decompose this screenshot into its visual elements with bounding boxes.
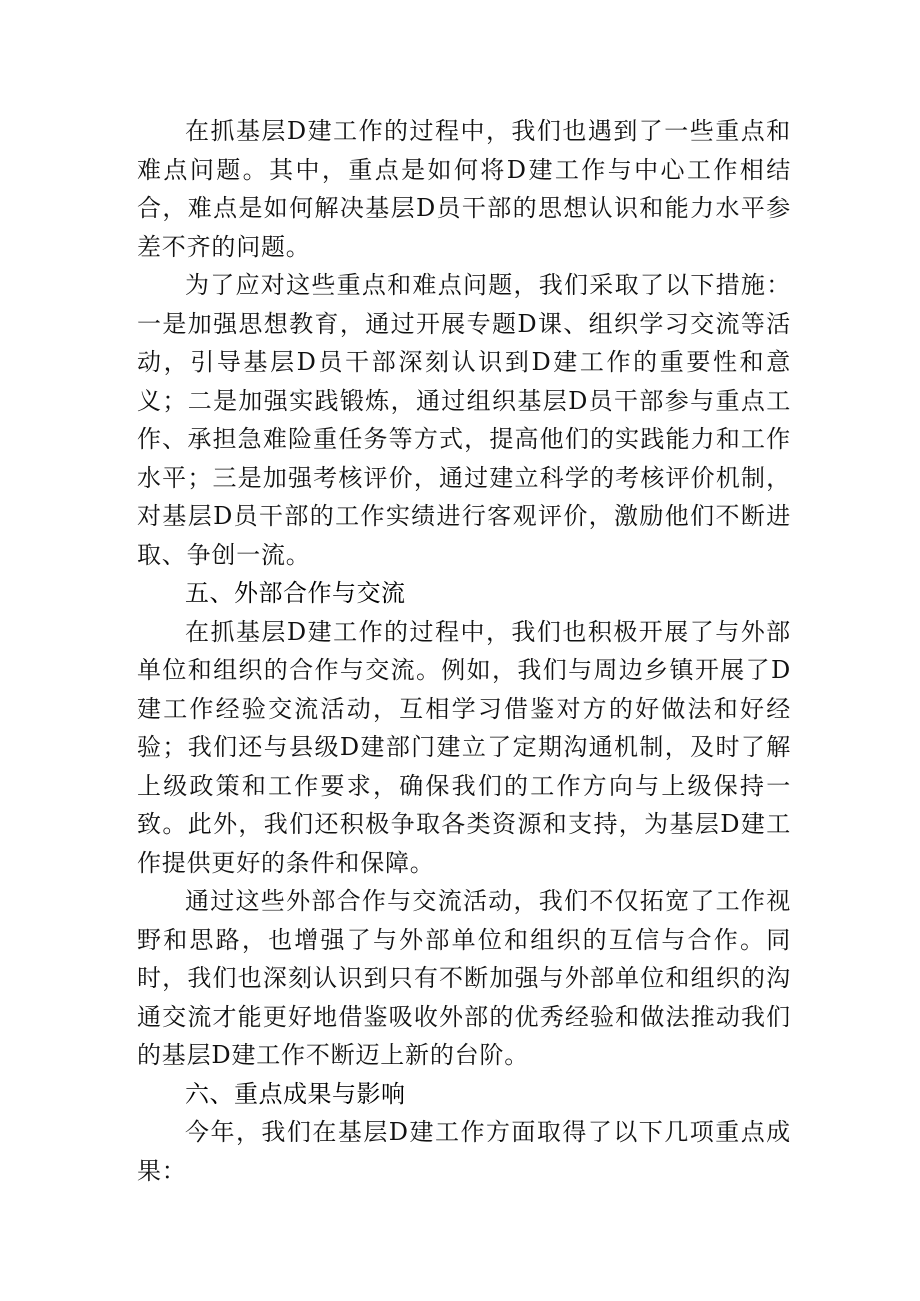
section-heading-external-cooperation: 五、外部合作与交流 <box>185 579 406 607</box>
section-heading-key-achievements: 六、重点成果与影响 <box>185 1079 406 1108</box>
paragraph-achievements-intro: 今年，我们在基层D建工作方面取得了以下几项重点成果： <box>137 1118 791 1185</box>
document-body <box>137 112 791 1190</box>
paragraph-cooperation-benefits: 通过这些外部合作与交流活动，我们不仅拓宽了工作视野和思路，也增强了与外部单位和组织的互信与合作。同时，我们也深刻认识到只有不断加强与外部单位和组织的沟通交流才能更好地借鉴吸收外部的优秀经验和做法推动我们的基层D建工作不断迈上新的台阶。 <box>137 887 791 1069</box>
paragraph-cooperation-exchange: 在抓基层D建工作的过程中，我们也积极开展了与外部单位和组织的合作与交流。例如，我们与周边乡镇开展了D建工作经验交流活动，互相学习借鉴对方的好做法和好经验；我们还与县级D建部门建立了定期沟通机制，及时了解上级政策和工作要求，确保我们的工作方向与上级保持一致。此外，我们还积极争取各类资源和支持，为基层D建工作提供更好的条件和保障。 <box>137 617 791 877</box>
paragraph-difficulties: 在抓基层D建工作的过程中，我们也遇到了一些重点和难点问题。其中，重点是如何将D建工作与中心工作相结合，难点是如何解决基层D员干部的思想认识和能力水平参差不齐的问题。 <box>137 117 791 261</box>
paragraph-measures: 为了应对这些重点和难点问题，我们采取了以下措施：一是加强思想教育，通过开展专题D课、组织学习交流等活动，引导基层D员干部深刻认识到D建工作的重要性和意义；二是加强实践锻炼，通过组织基层D员干部参与重点工作、承担急难险重任务等方式，提高他们的实践能力和工作水平；三是加强考核评价，通过建立科学的考核评价机制，对基层D员干部的工作实绩进行客观评价，激励他们不断进取、争创一流。 <box>137 271 791 569</box>
